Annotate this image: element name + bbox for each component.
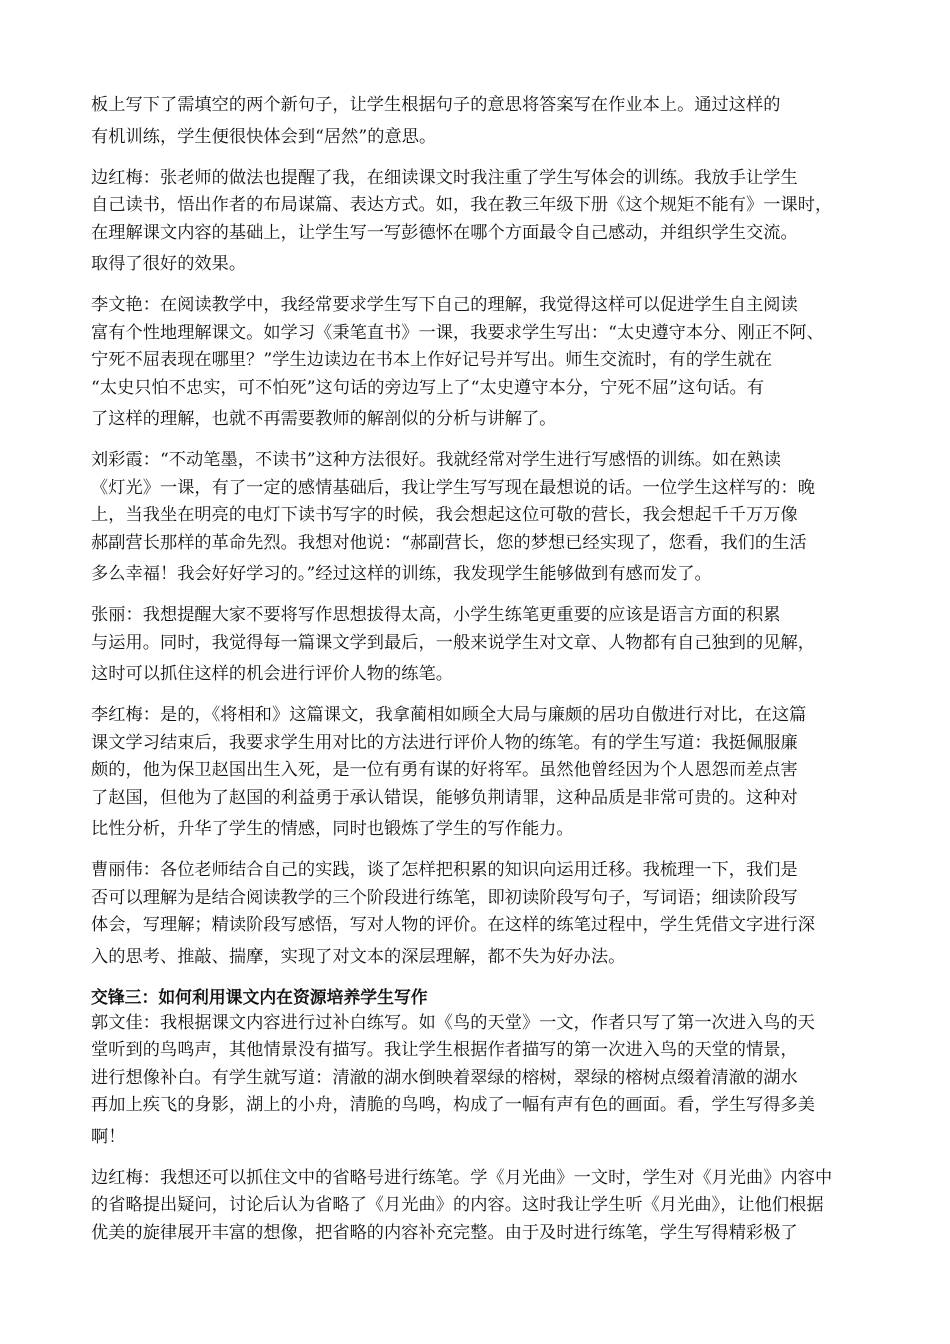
text-line: 优美的旋律展开丰富的想像，把省略的内容补充完整。由于及时进行练笔，学生写得精彩极了 <box>91 1222 798 1243</box>
paragraph-7 <box>91 857 861 974</box>
text-line: “太史只怕不忠实，可不怕死”这句话的旁边写上了“太史遵守本分，宁死不屈”这句话。有 <box>91 377 765 398</box>
text-line: 多么幸福！我会好好学习的。”经过这样的训练，我发现学生能够做到有感而发了。 <box>91 564 712 584</box>
text-line: 否可以理解为是结合阅读教学的三个阶段进行练笔，即初读阶段写句子，写词语；细读阶段写 <box>91 887 798 908</box>
text-line: 在理解课文内容的基础上，让学生写一写彭德怀在哪个方面最令自己感动，并组织学生交流。 <box>91 222 798 243</box>
text-line: 李文艳：在阅读教学中，我经常要求学生写下自己的理解，我觉得这样可以促进学生自主阅读 <box>91 295 798 315</box>
text-line: 体会，写理解；精读阶段写感悟，写对人物的评价。在这样的练笔过程中，学生凭借文字进行深 <box>91 915 815 935</box>
text-line: 颇的，他为保卫赵国出生入死，是一位有勇有谋的好将军。虽然他曾经因为个人恩怨而差点害 <box>91 760 798 780</box>
text-line: 与运用。同时，我觉得每一篇课文学到最后，一般来说学生对文章、人物都有自己独到的见解， <box>91 632 815 653</box>
text-line: 郝副营长那样的革命先烈。我想对他说：“郝副营长，您的梦想已经实现了，您看，我们的生活 <box>91 532 807 553</box>
paragraph-2 <box>91 165 861 282</box>
text-line: 自己读书，悟出作者的布局谋篇、表达方式。如，我在教三年级下册《这个规矩不能有》一课时， <box>91 195 833 215</box>
text-line: 进行想像补白。有学生就写道：清澈的湖水倒映着翠绿的榕树，翠绿的榕树点缀着清澈的湖水 <box>91 1067 798 1088</box>
text-line: 李红梅：是的，《将相和》这篇课文，我拿蔺相如顾全大局与廉颇的居功自傲进行对比，在这篇 <box>91 705 807 725</box>
paragraph-8 <box>91 1010 861 1154</box>
paragraph-4 <box>91 447 861 591</box>
text-line: 取得了很好的效果。 <box>91 254 247 274</box>
text-line: 板上写下了需填空的两个新句子，让学生根据句子的意思将答案写在作业本上。通过这样的 <box>91 95 781 115</box>
paragraph-9 <box>91 1165 861 1248</box>
text-line: 刘彩霞：“不动笔墨，不读书”这种方法很好。我就经常对学生进行写感悟的训练。如在熟读 <box>91 450 781 470</box>
text-line: 《灯光》一课，有了一定的感情基础后，我让学生写写现在最想说的话。一位学生这样写的：晚 <box>91 477 815 498</box>
text-line: 啊！ <box>91 1126 126 1147</box>
text-line: 了赵国，但他为了赵国的利益勇于承认错误，能够负荆请罪，这种品质是非常可贵的。这种对 <box>91 787 798 808</box>
text-line: 入的思考、推敲、揣摩，实现了对文本的深层理解，都不失为好办法。 <box>91 946 626 967</box>
text-line: 边红梅：张老师的做法也提醒了我，在细读课文时我注重了学生写体会的训练。我放手让学生 <box>91 167 798 188</box>
text-line: 曹丽伟：各位老师结合自己的实践，谈了怎样把积累的知识向运用迁移。我梳理一下，我们是 <box>91 860 798 880</box>
text-line: 再加上疾飞的身影，湖上的小舟，清脆的鸟鸣，构成了一幅有声有色的画面。看，学生写得多美 <box>91 1095 815 1115</box>
text-line: 张丽：我想提醒大家不要将写作思想拔得太高，小学生练笔更重要的应该是语言方面的积累 <box>91 605 781 625</box>
paragraph-5 <box>91 602 861 691</box>
text-line: 有机训练，学生便很快体会到“居然”的意思。 <box>91 126 437 147</box>
text-line: 上，当我坐在明亮的电灯下读书写字的时候，我会想起这位可敬的营长，我会想起千千万万像 <box>91 505 798 525</box>
text-line: 的省略提出疑问，讨论后认为省略了《月光曲》的内容。这时我让学生听《月光曲》，让他们根据 <box>91 1195 824 1215</box>
text-line: 这时可以抓住这样的机会进行评价人物的练笔。 <box>91 664 453 684</box>
paragraph-6 <box>91 702 861 846</box>
paragraph-3 <box>91 292 861 436</box>
text-line: 边红梅：我想还可以抓住文中的省略号进行练笔。学《月光曲》一文时，学生对《月光曲》内容中 <box>91 1167 833 1188</box>
paragraph-1 <box>91 92 861 154</box>
section-heading: 交锋三：如何利用课文内在资源培养学生写作 <box>91 986 428 1007</box>
text-line: 富有个性地理解课文。如学习《秉笔直书》一课，我要求学生写出：“太史遵守本分、刚正不阿、 <box>91 322 824 343</box>
text-line: 课文学习结束后，我要求学生用对比的方法进行评价人物的练笔。有的学生写道：我挺佩服廉 <box>91 732 798 753</box>
document-page <box>91 92 861 1258</box>
text-line: 比性分析，升华了学生的情感，同时也锻炼了学生的写作能力。 <box>91 819 574 839</box>
text-line: 了这样的理解，也就不再需要教师的解剖似的分析与讲解了。 <box>91 409 557 429</box>
text-line: 堂听到的鸟鸣声，其他情景没有描写。我让学生根据作者描写的第一次进入鸟的天堂的情景， <box>91 1040 798 1060</box>
text-line: 宁死不屈表现在哪里？”学生边读边在书本上作好记号并写出。师生交流时，有的学生就在 <box>91 350 773 370</box>
text-line: 郭文佳：我根据课文内容进行过补白练写。如《鸟的天堂》一文，作者只写了第一次进入鸟的天 <box>91 1012 815 1033</box>
